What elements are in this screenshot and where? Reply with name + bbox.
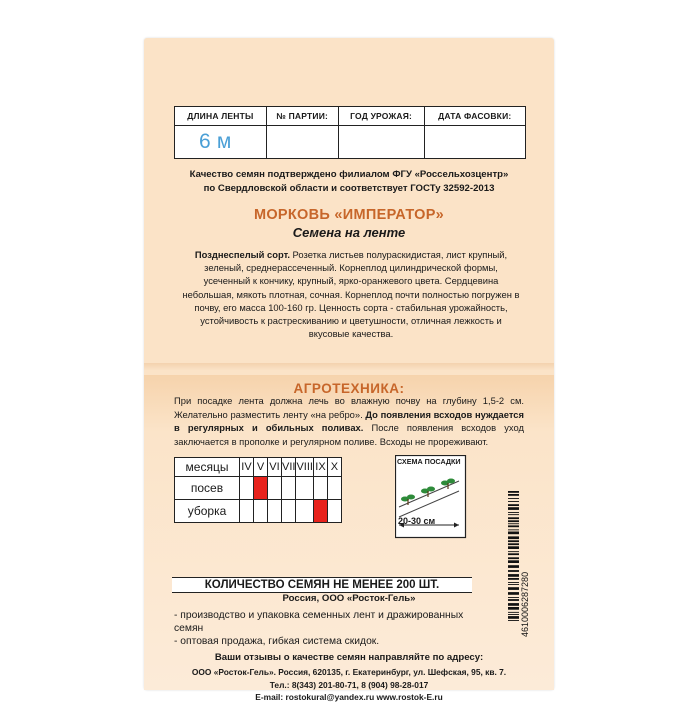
packing-date-header: ДАТА ФАСОВКИ: (424, 107, 525, 126)
calendar-month-v: V (254, 458, 268, 477)
calendar-month-iv: IV (240, 458, 254, 477)
calendar-month-x: X (327, 458, 341, 477)
calendar-months-label: месяцы (175, 458, 240, 477)
reviews-heading: Ваши отзывы о качестве семян направляйте по адресу: (214, 652, 484, 663)
packet-footer-content (144, 38, 554, 702)
batch-number-header: № ПАРТИИ: (266, 107, 338, 126)
calendar-sowing-label: посев (175, 477, 240, 500)
calendar-harvest-label: уборка (175, 500, 240, 523)
product-title: МОРКОВЬ «ИМПЕРАТОР» (253, 207, 445, 223)
calendar-month-vi: VI (268, 458, 282, 477)
barcode-number: 4610006287280 (520, 571, 530, 637)
contact-address: ООО «Росток-Гель». Россия, 620135, г. Екатеринбург, ул. Шефская, 95, кв. 7. (191, 667, 507, 677)
scheme-title: СХЕМА ПОСАДКИ (397, 457, 461, 466)
contact-phones: Тел.: 8(343) 201-80-71, 8 (904) 98-28-017 (269, 680, 429, 690)
product-subtitle: Семена на ленте (292, 225, 406, 240)
product-description: Позднеспелый сорт. Розетка листьев полураскидистая, лист крупный, зеленый, среднерассеченный. Корнеплод цилиндрической формы, усеченный к кончику, крупный, ярко-оранжевого цвета. Сердцевина небольшая, мякоть плотная, сочная. Корнеплод почти полностью погружен в почву, его масса 100-160 гр. Ценность сорта - стабильная урожайность, устойчивость к растрескиванию и цветушности, отличная лежкость и вкусовые качества. (182, 249, 520, 340)
service-bullet: - производство и упаковка семенных лент и дражированных семян (174, 610, 464, 634)
certification-text: Качество семян подтверждено филиалом ФГУ «Россельхозцентр» по Свердловской области и соответствует ГОСТу 32592-2013 (189, 169, 509, 194)
calendar-month-ix: IX (313, 458, 327, 477)
harvest-year-header: ГОД УРОЖАЯ: (338, 107, 424, 126)
tape-length-header: ДЛИНА ЛЕНТЫ (175, 107, 267, 126)
agrotechnics-text: При посадке лента должна лечь во влажную почву на глубину 1,5-2 см. Желательно разместить ленту «на ребро». До появления всходов нуждается в регулярных и обильных поливах. После появления всходов уход заключается в прополке и регулярном поливе. Всходы не прореживают. (174, 395, 524, 447)
contact-web: E-mail: rostokural@yandex.ru www.rostok-E.ru (255, 692, 443, 702)
service-bullet: - оптовая продажа, гибкая система скидок. (174, 636, 380, 647)
seed-quantity: КОЛИЧЕСТВО СЕМЯН НЕ МЕНЕЕ 200 ШТ. (172, 577, 472, 593)
manufacturer: Россия, ООО «Росток-Гель» (282, 593, 416, 604)
calendar-month-viii: VIII (296, 458, 314, 477)
calendar-month-vii: VII (282, 458, 296, 477)
agrotechnics-heading: АГРОТЕХНИКА: (293, 381, 405, 396)
tape-length-value: 6 м (175, 126, 267, 159)
scheme-dimension: 20-30 см (398, 516, 436, 526)
